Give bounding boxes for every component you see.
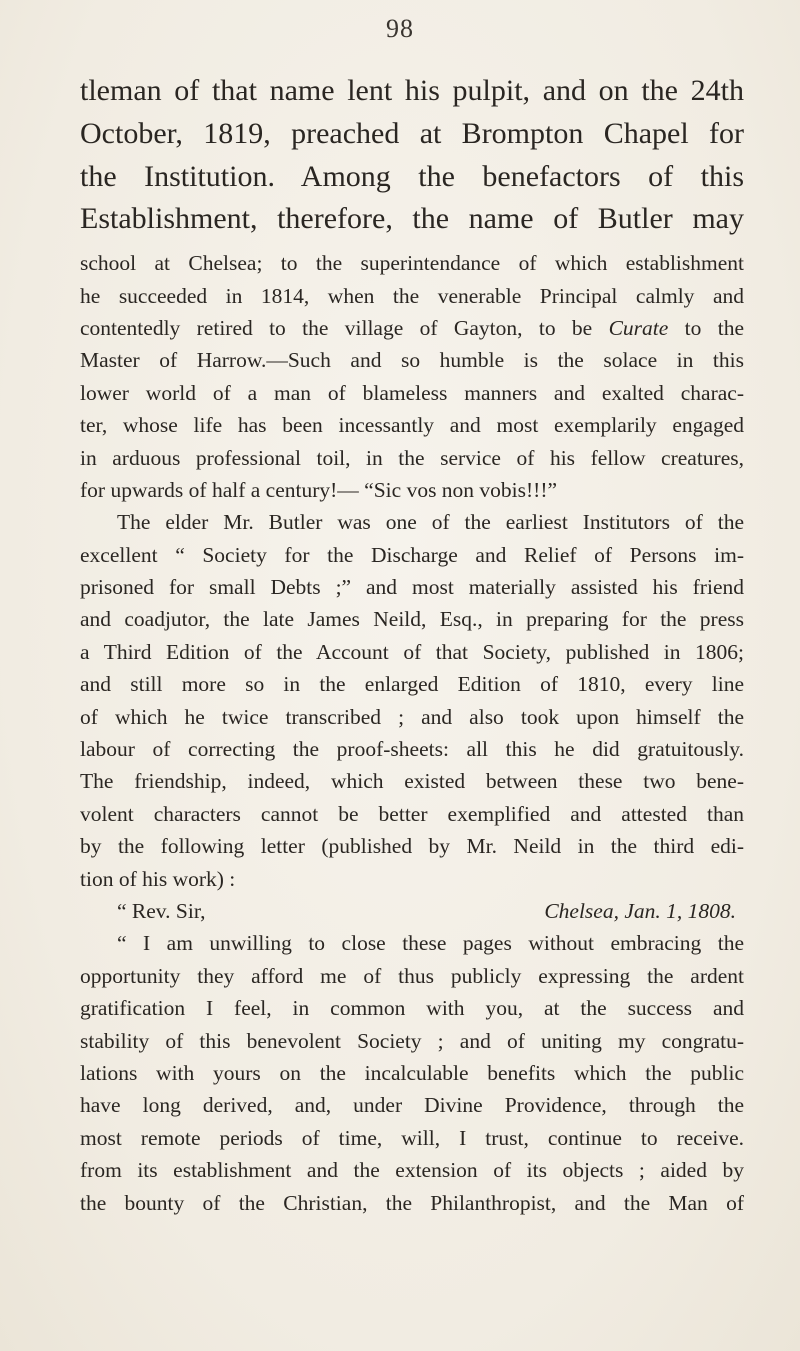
- letter-heading: [80, 895, 744, 927]
- text-segment: contentedly retired to the village of Gayton, to be: [80, 315, 609, 340]
- large-text-line: the Institution. Among the benefactors of this: [80, 159, 744, 193]
- text-line: school at Chelsea; to the superintendance of which establishment: [80, 251, 744, 276]
- letter-dateline: Chelsea, Jan. 1, 1808.: [544, 899, 736, 923]
- large-text-line: Establishment, therefore, the name of Butler may: [80, 202, 744, 236]
- text-line: of which he twice transcribed ; and also took upon himself the: [80, 704, 744, 729]
- text-line: labour of correcting the proof-sheets: all this he did gratuitously.: [80, 737, 744, 762]
- page-number: 98: [386, 14, 414, 43]
- page-body: [80, 70, 744, 1219]
- text-line: excellent “ Society for the Discharge and Relief of Persons im-: [80, 542, 744, 567]
- text-line: volent characters cannot be better exemplified and attested than: [80, 801, 744, 826]
- text-line: Master of Harrow.—Such and so humble is the solace in this: [80, 348, 744, 373]
- text-line: [80, 312, 744, 344]
- text-segment: to the: [668, 315, 744, 340]
- text-line: for upwards of half a century!— “Sic vos non vobis!!!”: [80, 477, 558, 502]
- text-line: tion of his work) :: [80, 866, 236, 891]
- text-line: have long derived, and, under Divine Providence, through the: [80, 1093, 744, 1118]
- text-line: from its establishment and the extension of its objects ; aided by: [80, 1158, 744, 1183]
- text-line: by the following letter (published by Mr. Neild in the third edi-: [80, 834, 744, 859]
- large-text-line: October, 1819, preached at Brompton Chapel for: [80, 116, 744, 150]
- text-line: The friendship, indeed, which existed between these two bene-: [80, 769, 744, 794]
- text-line: and coadjutor, the late James Neild, Esq., in preparing for the press: [80, 607, 744, 632]
- large-text-line: tleman of that name lent his pulpit, and on the 24th: [80, 74, 744, 107]
- text-line: The elder Mr. Butler was one of the earliest Institutors of the: [117, 510, 744, 535]
- text-line: “ I am unwilling to close these pages without embracing the: [117, 931, 744, 956]
- text-line: gratification I feel, in common with you, at the success and: [80, 996, 744, 1021]
- text-line: the bounty of the Christian, the Philanthropist, and the Man of: [80, 1190, 744, 1215]
- text-line: opportunity they afford me of thus publicly expressing the ardent: [80, 963, 744, 988]
- text-line: stability of this benevolent Society ; and of uniting my congratu-: [80, 1028, 744, 1053]
- text-line: prisoned for small Debts ;” and most materially assisted his friend: [80, 575, 744, 600]
- text-line: he succeeded in 1814, when the venerable Principal calmly and: [80, 283, 744, 308]
- text-line: most remote periods of time, will, I trust, continue to receive.: [80, 1125, 744, 1150]
- text-line: lations with yours on the incalculable benefits which the public: [80, 1060, 744, 1085]
- text-line: lower world of a man of blameless manners and exalted charac-: [80, 380, 744, 405]
- text-line: and still more so in the enlarged Edition of 1810, every line: [80, 672, 744, 697]
- text-line: ter, whose life has been incessantly and most exemplarily engaged: [80, 413, 744, 438]
- text-line: a Third Edition of the Account of that Society, published in 1806;: [80, 639, 744, 664]
- text-line: in arduous professional toil, in the service of his fellow creatures,: [80, 445, 744, 470]
- salutation: “ Rev. Sir,: [117, 899, 206, 923]
- italic-word: Curate: [608, 315, 669, 340]
